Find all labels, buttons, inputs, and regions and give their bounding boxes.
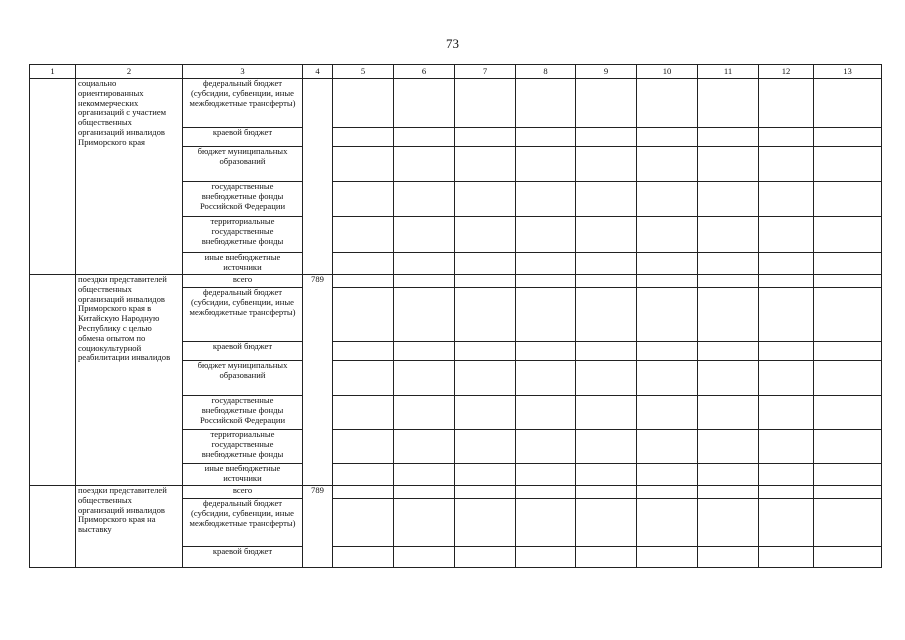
value-cell xyxy=(698,396,759,430)
value-cell xyxy=(759,547,814,568)
value-cell xyxy=(394,79,455,128)
value-cell xyxy=(698,253,759,275)
value-cell xyxy=(698,288,759,342)
value-cell xyxy=(333,486,394,499)
value-cell xyxy=(455,182,516,217)
value-cell xyxy=(698,486,759,499)
value-cell xyxy=(516,396,576,430)
value-cell xyxy=(814,79,882,128)
column-header: 12 xyxy=(759,65,814,79)
table-row xyxy=(30,79,882,128)
value-cell xyxy=(698,128,759,147)
value-cell xyxy=(576,128,637,147)
value-cell xyxy=(637,275,698,288)
value-cell xyxy=(333,430,394,464)
value-cell xyxy=(814,253,882,275)
table-body xyxy=(30,65,882,568)
value-cell xyxy=(759,79,814,128)
value-cell xyxy=(759,464,814,486)
value-cell xyxy=(333,342,394,361)
value-cell xyxy=(516,288,576,342)
value-cell xyxy=(333,217,394,253)
value-cell xyxy=(814,430,882,464)
value-cell xyxy=(333,275,394,288)
value-cell xyxy=(814,128,882,147)
value-cell xyxy=(455,499,516,547)
value-cell xyxy=(516,430,576,464)
value-cell xyxy=(759,217,814,253)
value-cell xyxy=(576,486,637,499)
value-cell xyxy=(814,147,882,182)
value-cell xyxy=(394,182,455,217)
value-cell xyxy=(637,217,698,253)
value-cell xyxy=(576,361,637,396)
value-cell xyxy=(698,499,759,547)
value-cell xyxy=(814,499,882,547)
value-cell xyxy=(637,253,698,275)
value-cell xyxy=(759,486,814,499)
funding-source-cell: всего xyxy=(183,275,303,288)
value-cell xyxy=(637,361,698,396)
value-cell xyxy=(455,486,516,499)
value-cell xyxy=(394,430,455,464)
value-cell xyxy=(516,361,576,396)
funding-source-cell: краевой бюджет xyxy=(183,547,303,568)
value-cell xyxy=(576,499,637,547)
column-header: 13 xyxy=(814,65,882,79)
value-cell xyxy=(814,486,882,499)
value-cell xyxy=(455,275,516,288)
value-cell xyxy=(576,288,637,342)
value-cell xyxy=(698,547,759,568)
value-cell xyxy=(394,486,455,499)
column-header: 11 xyxy=(698,65,759,79)
value-cell xyxy=(455,396,516,430)
value-cell xyxy=(394,288,455,342)
value-cell xyxy=(637,499,698,547)
column-header: 6 xyxy=(394,65,455,79)
value-cell xyxy=(455,464,516,486)
code-cell: 789 xyxy=(303,486,333,568)
value-cell xyxy=(698,79,759,128)
value-cell xyxy=(576,275,637,288)
value-cell xyxy=(394,396,455,430)
number-cell xyxy=(30,486,76,568)
value-cell xyxy=(333,396,394,430)
value-cell xyxy=(759,182,814,217)
value-cell xyxy=(637,430,698,464)
funding-source-cell: бюджет муниципальных образований xyxy=(183,361,303,396)
event-name-cell: поездки представителей общественных организаций инвалидов Приморского края на выставку xyxy=(76,486,183,568)
value-cell xyxy=(576,217,637,253)
value-cell xyxy=(455,342,516,361)
value-cell xyxy=(759,253,814,275)
value-cell xyxy=(759,396,814,430)
column-header: 4 xyxy=(303,65,333,79)
value-cell xyxy=(516,342,576,361)
value-cell xyxy=(516,79,576,128)
value-cell xyxy=(576,396,637,430)
value-cell xyxy=(759,499,814,547)
value-cell xyxy=(698,464,759,486)
value-cell xyxy=(516,486,576,499)
value-cell xyxy=(576,430,637,464)
value-cell xyxy=(516,464,576,486)
column-header: 2 xyxy=(76,65,183,79)
column-header: 8 xyxy=(516,65,576,79)
funding-source-cell: государственные внебюджетные фонды Российской Федерации xyxy=(183,396,303,430)
code-cell: 789 xyxy=(303,275,333,486)
event-name-cell: поездки представителей общественных организаций инвалидов Приморского края в Китайскую Народную Республику с целью обмена опытом по социокультурной реабилитации инвалидов xyxy=(76,275,183,486)
value-cell xyxy=(455,430,516,464)
value-cell xyxy=(516,275,576,288)
value-cell xyxy=(637,547,698,568)
table-row xyxy=(30,275,882,288)
value-cell xyxy=(516,217,576,253)
value-cell xyxy=(394,464,455,486)
value-cell xyxy=(394,342,455,361)
value-cell xyxy=(576,182,637,217)
value-cell xyxy=(698,182,759,217)
value-cell xyxy=(698,430,759,464)
funding-source-cell: всего xyxy=(183,486,303,499)
value-cell xyxy=(576,342,637,361)
funding-source-cell: краевой бюджет xyxy=(183,342,303,361)
value-cell xyxy=(455,361,516,396)
funding-source-cell: федеральный бюджет (субсидии, субвенции, иные межбюджетные трансферты) xyxy=(183,79,303,128)
funding-source-cell: краевой бюджет xyxy=(183,128,303,147)
value-cell xyxy=(759,147,814,182)
value-cell xyxy=(759,342,814,361)
code-cell xyxy=(303,79,333,275)
value-cell xyxy=(576,253,637,275)
value-cell xyxy=(516,253,576,275)
value-cell xyxy=(637,79,698,128)
value-cell xyxy=(576,79,637,128)
value-cell xyxy=(516,547,576,568)
value-cell xyxy=(698,147,759,182)
value-cell xyxy=(759,430,814,464)
value-cell xyxy=(637,486,698,499)
value-cell xyxy=(516,182,576,217)
column-header: 3 xyxy=(183,65,303,79)
value-cell xyxy=(759,275,814,288)
value-cell xyxy=(759,361,814,396)
value-cell xyxy=(516,147,576,182)
value-cell xyxy=(759,128,814,147)
value-cell xyxy=(333,147,394,182)
page-number: 73 xyxy=(446,36,459,51)
value-cell xyxy=(637,464,698,486)
value-cell xyxy=(333,288,394,342)
value-cell xyxy=(637,396,698,430)
value-cell xyxy=(637,182,698,217)
column-header: 10 xyxy=(637,65,698,79)
number-cell xyxy=(30,79,76,275)
value-cell xyxy=(637,128,698,147)
value-cell xyxy=(394,547,455,568)
value-cell xyxy=(333,253,394,275)
column-header: 5 xyxy=(333,65,394,79)
value-cell xyxy=(455,288,516,342)
value-cell xyxy=(814,182,882,217)
value-cell xyxy=(455,147,516,182)
value-cell xyxy=(698,275,759,288)
value-cell xyxy=(394,217,455,253)
value-cell xyxy=(455,79,516,128)
value-cell xyxy=(637,342,698,361)
value-cell xyxy=(576,464,637,486)
funding-source-cell: федеральный бюджет (субсидии, субвенции, иные межбюджетные трансферты) xyxy=(183,288,303,342)
value-cell xyxy=(516,128,576,147)
value-cell xyxy=(455,128,516,147)
value-cell xyxy=(576,147,637,182)
value-cell xyxy=(814,217,882,253)
value-cell xyxy=(814,547,882,568)
value-cell xyxy=(333,361,394,396)
value-cell xyxy=(333,464,394,486)
value-cell xyxy=(814,288,882,342)
value-cell xyxy=(333,79,394,128)
value-cell xyxy=(814,275,882,288)
value-cell xyxy=(333,547,394,568)
value-cell xyxy=(394,128,455,147)
value-cell xyxy=(637,147,698,182)
value-cell xyxy=(455,253,516,275)
number-cell xyxy=(30,275,76,486)
value-cell xyxy=(759,288,814,342)
value-cell xyxy=(394,499,455,547)
budget-table xyxy=(29,64,882,568)
value-cell xyxy=(814,342,882,361)
event-name-cell: социально ориентированных некоммерческих организаций с участием общественных организаций инвалидов Приморского края xyxy=(76,79,183,275)
funding-source-cell: иные внебюджетные источники xyxy=(183,253,303,275)
value-cell xyxy=(814,361,882,396)
value-cell xyxy=(394,253,455,275)
value-cell xyxy=(394,361,455,396)
value-cell xyxy=(394,147,455,182)
value-cell xyxy=(698,217,759,253)
funding-source-cell: территориальные государственные внебюджетные фонды xyxy=(183,430,303,464)
value-cell xyxy=(516,499,576,547)
funding-source-cell: федеральный бюджет (субсидии, субвенции, иные межбюджетные трансферты) xyxy=(183,499,303,547)
column-header: 1 xyxy=(30,65,76,79)
value-cell xyxy=(814,464,882,486)
value-cell xyxy=(455,547,516,568)
value-cell xyxy=(637,288,698,342)
value-cell xyxy=(698,342,759,361)
value-cell xyxy=(333,182,394,217)
table-row xyxy=(30,486,882,499)
value-cell xyxy=(333,128,394,147)
column-header: 7 xyxy=(455,65,516,79)
value-cell xyxy=(333,499,394,547)
column-header: 9 xyxy=(576,65,637,79)
funding-source-cell: государственные внебюджетные фонды Российской Федерации xyxy=(183,182,303,217)
value-cell xyxy=(814,396,882,430)
value-cell xyxy=(394,275,455,288)
funding-source-cell: бюджет муниципальных образований xyxy=(183,147,303,182)
value-cell xyxy=(698,361,759,396)
header-row xyxy=(30,65,882,79)
funding-source-cell: иные внебюджетные источники xyxy=(183,464,303,486)
value-cell xyxy=(455,217,516,253)
value-cell xyxy=(576,547,637,568)
funding-source-cell: территориальные государственные внебюджетные фонды xyxy=(183,217,303,253)
